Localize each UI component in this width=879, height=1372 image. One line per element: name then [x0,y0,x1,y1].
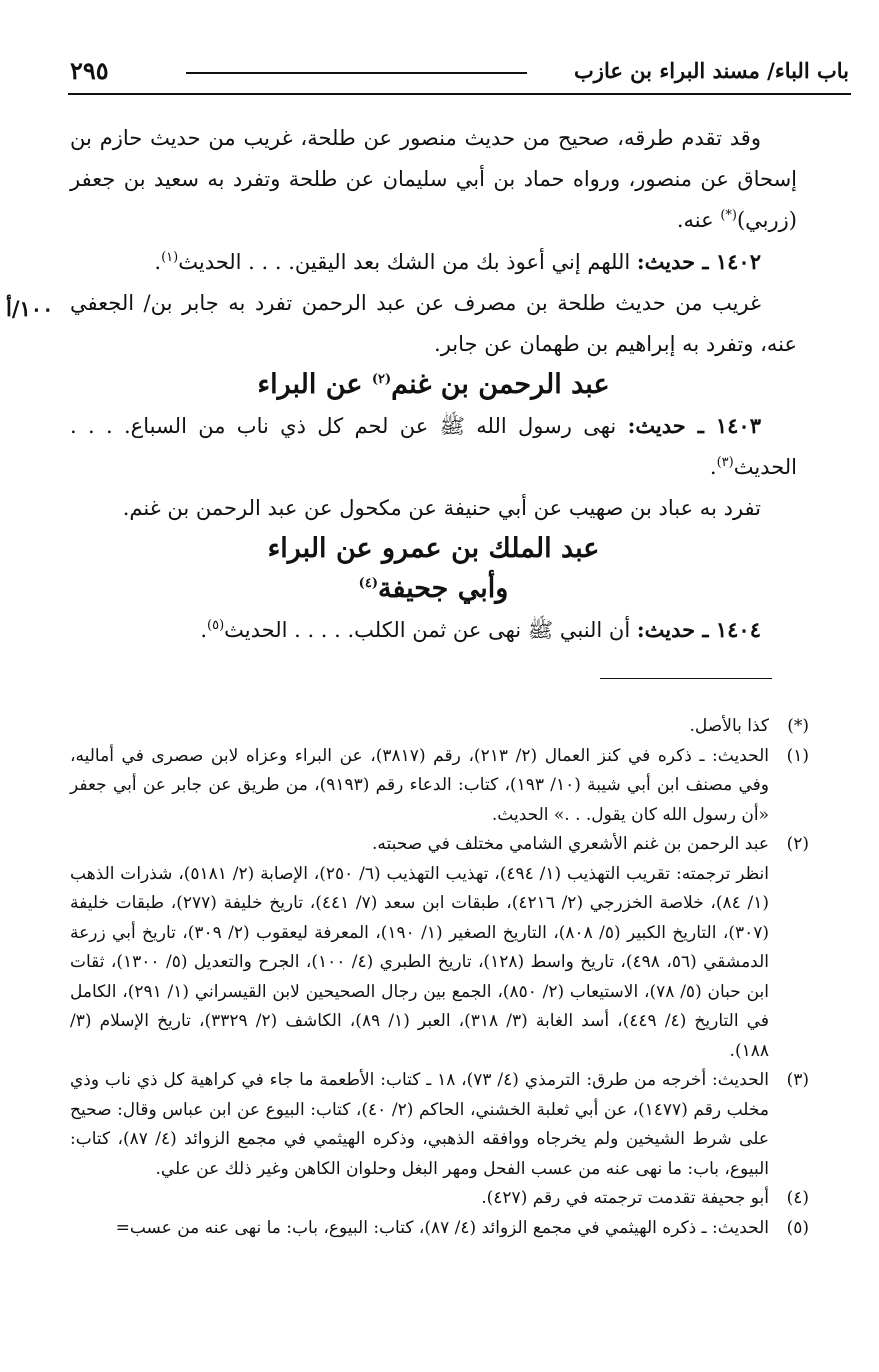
footnote-star: (*) كذا بالأصل. [689,716,809,736]
footnote-5: (٥) الحديث: ـ ذكره الهيثمي في مجمع الزوائد (٤/ ٨٧)، كتاب: البيوع، باب: ما نهى عنه من عسب= [115,1217,809,1238]
footnote-4: (٤) أبو جحيفة تقدمت ترجمته في رقم (٤٢٧). [481,1188,809,1208]
footnote-ref-2: (٢) [371,372,392,387]
footnote-ref-1: (١) [161,250,179,265]
footnote-ref-3: (٣) [716,455,734,470]
running-title: باب الباء/ مسند البراء بن عازب [574,58,849,83]
header-rule [68,93,851,95]
header-dash-line [186,72,527,74]
hadith-number-1402: ١٤٠٢ ـ حديث: [636,249,761,274]
footnote-ref-4: (٤) [358,576,378,591]
paragraph-2: غريب من حديث طلحة بن مصرف عن عبد الرحمن تفرد به جابر بن/ الجعفي عنه، وتفرد به إبراهيم بن طهمان عن جابر. [70,291,797,356]
footnote-ref-5: (٥) [207,618,225,633]
section-heading-2: عبد الملك بن عمرو عن البراء وأبي جحيفة$^{(٤)}$ [267,533,600,604]
paragraph-1: وقد تقدم طرقه، صحيح من حديث منصور عن طلحة، غريب من حديث حازم بن إسحاق عن منصور، ورواه حماد بن أبي سليمان عن طلحة وتفرد به سعيد بن جعفر (زربي)(*) عنه. [70,126,797,232]
hadith-1404: ١٤٠٤ ـ حديث: أن النبي ﷺ نهى عن ثمن الكلب. . . . . الحديث$^{(٥)}$. [200,617,761,642]
manuscript-folio-note: ١٠٠/أ [6,296,54,321]
hadith-number-1404: ١٤٠٤ ـ حديث: [636,617,761,642]
page-header [70,56,849,90]
main-text [70,118,797,651]
footnote-3: (٣) الحديث: أخرجه من طرق: الترمذي (٤/ ٧٣)، ١٨ ـ كتاب: الأطعمة ما جاء في كراهية كل ذي ناب وذي مخلب رقم (١٤٧٧)، عن أبي ثعلبة الخشني، الحاكم (٢/ ٤٠)، كتاب: البيوع عن ابن عباس وقال: صحيح على شرط الشيخين ولم يخرجاه ووافقه الذهبي، وذكره الهيثمي في مجمع الزوائد (٤/ ٨٧)، كتاب: البيوع، باب: ما نهى عنه من عسب الفحل ومهر البغل وحلوان الكاهن وغير ذلك عن علي. [70,1070,809,1179]
footnote-separator [600,678,772,679]
footnote-1: (١) الحديث: ـ ذكره في كنز العمال (٢/ ٢١٣)، رقم (٣٨١٧)، عن البراء وعزاه لابن صصرى في أماليه، وفي مصنف ابن أبي شيبة (١٠/ ١٩٣)، كتاب: الدعاء رقم (٩١٩٣)، من طريق عن جابر عن أبي جعفر «أن رسول الله كان يقول. . .» الحديث. [70,745,809,825]
footnote-ref-star: (*) [720,208,737,223]
page-number: ٢٩٥ [70,56,109,85]
hadith-1402: ١٤٠٢ ـ حديث: اللهم إني أعوذ بك من الشك بعد اليقين. . . . الحديث$^{(١)}$. [154,249,761,274]
footnotes [70,712,809,1243]
footnote-2: (٢) عبد الرحمن بن غنم الأشعري الشامي مختلف في صحبته. [372,834,809,854]
footnote-2-bibliography: انظر ترجمته: تقريب التهذيب (١/ ٤٩٤)، تهذيب التهذيب (٦/ ٢٥٠)، الإصابة (٢/ ٥١٨١)، شذرات الذهب (١/ ٨٤)، خلاصة الخزرجي (٢/ ٤٢١٦)، طبقات ابن سعد (٧/ ٤٤١)، تاريخ خليفة (٢٧٧)، طبقات خليفة (٣٠٧)، التاريخ الكبير (٥/ ٨٠٨)، التاريخ الصغير (١/ ١٩٠)، المعرفة ليعقوب (٢/ ٣٠٩)، تاريخ أبي زرعة الدمشقي (٥٦، ٤٩٨)، تاريخ واسط (١٢٨)، تاريخ الطبري (٤/ ١٠٠)، الجرح والتعديل (٥/ ١٣٠٠)، ثقات ابن حبان (٥/ ٧٨)، الاستيعاب (٢/ ٨٥٠)، الجمع بين رجال الصحيحين لابن القيسراني (١/ ٢٩١)، الكامل في التاريخ (٤/ ٤٤٩)، أسد الغابة (٣/ ٣١٨)، العبر (١/ ٨٩)، الكاشف (٢/ ٣٣٢٩)، تاريخ الإسلام (٣/ ١٨٨). [70,863,770,1061]
section-heading-1: عبد الرحمن بن غنم$^{(٢)}$ عن البراء [257,369,610,400]
hadith-number-1403: ١٤٠٣ ـ حديث: [627,413,761,438]
hadith-1403: ١٤٠٣ ـ حديث: نهى رسول الله ﷺ عن لحم كل ذي ناب من السباع. . . . الحديث$^{(٣)}$. [70,413,797,479]
paragraph-3: تفرد به عباد بن صهيب عن أبي حنيفة عن مكحول عن عبد الرحمن بن غنم. [122,496,761,520]
